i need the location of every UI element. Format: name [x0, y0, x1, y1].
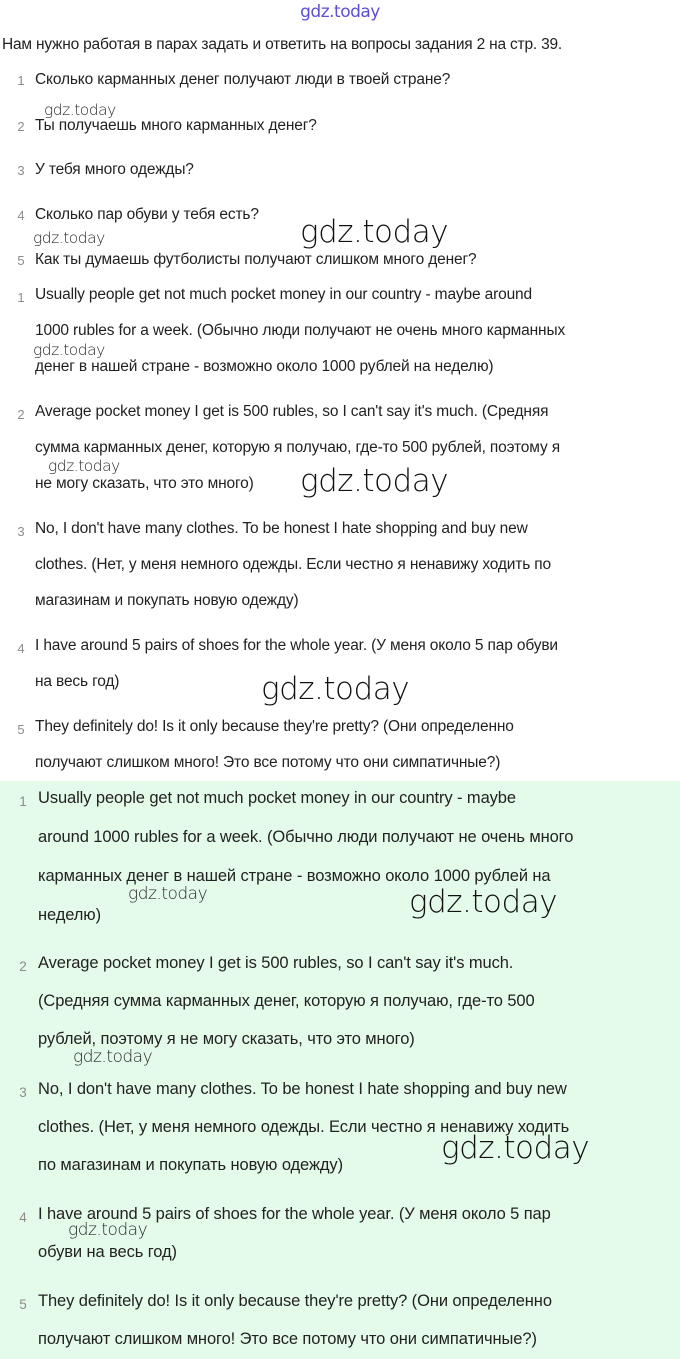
- answer-line: Average pocket money I get is 500 rubles, so I can't say it's much. (Средняя: [35, 403, 549, 420]
- answer-line: No, I don't have many clothes. To be honest I hate shopping and buy new: [35, 520, 528, 537]
- answer-line: 1000 rubles for a week. (Обычно люди получают не очень много карманных: [35, 322, 566, 339]
- item-number: 2: [17, 407, 25, 422]
- item-number: 2: [17, 119, 25, 134]
- item-number: 3: [17, 524, 25, 539]
- watermark-text: gdz.today: [441, 1130, 590, 1166]
- watermark-text: gdz.today: [68, 1220, 148, 1240]
- watermark-text: gdz.today: [73, 1047, 153, 1067]
- answer-line: (Средняя сумма карманных денег, которую я получаю, где-то 500: [38, 992, 535, 1010]
- watermark-text: gdz.today: [128, 884, 208, 904]
- item-text: Сколько пар обуви у тебя есть?: [35, 206, 259, 223]
- answer-line: They definitely do! Is it only because they're pretty? (Они определенно: [38, 1292, 552, 1310]
- item-number: 1: [19, 794, 27, 809]
- item-number: 4: [17, 641, 25, 656]
- answer-line: не могу сказать, что это много): [35, 475, 254, 492]
- answer-line: Usually people get not much pocket money in our country - maybe: [38, 789, 516, 807]
- item-number: 4: [19, 1210, 27, 1225]
- answer-line: I have around 5 pairs of shoes for the whole year. (У меня около 5 пар: [38, 1205, 551, 1223]
- watermark-text: gdz.today: [300, 463, 449, 499]
- answer-line: clothes. (Нет, у меня немного одежды. Если честно я ненавижу ходить по: [35, 556, 552, 573]
- answer-line: обуви на весь год): [38, 1243, 177, 1261]
- item-number: 5: [17, 722, 25, 737]
- watermark-text: gdz.today: [33, 229, 105, 247]
- answer-line: clothes. (Нет, у меня немного одежды. Если честно я ненавижу ходить: [38, 1118, 570, 1136]
- watermark-text: gdz.today: [409, 884, 558, 920]
- answer-line: на весь год): [35, 673, 120, 690]
- item-text: У тебя много одежды?: [35, 161, 194, 178]
- item-number: 1: [17, 290, 25, 305]
- answer-line: по магазинам и покупать новую одежду): [38, 1156, 343, 1174]
- answer-line: магазинам и покупать новую одежду): [35, 592, 299, 609]
- item-text: Как ты думаешь футболисты получают слишком много денег?: [35, 251, 477, 268]
- answer-line: неделю): [38, 906, 101, 924]
- item-text: Ты получаешь много карманных денег?: [35, 117, 317, 134]
- item-number: 1: [17, 73, 25, 88]
- watermark-text: gdz.today: [261, 671, 410, 707]
- site-header-link[interactable]: gdz.today: [300, 2, 380, 22]
- answer-line: сумма карманных денег, которую я получаю, где-то 500 рублей, поэтому я: [35, 439, 560, 456]
- answer-line: They definitely do! Is it only because they're pretty? (Они определенно: [35, 718, 514, 735]
- answer-line: No, I don't have many clothes. To be honest I hate shopping and buy new: [38, 1080, 567, 1098]
- item-text: Сколько карманных денег получают люди в твоей стране?: [35, 71, 451, 88]
- item-number: 5: [17, 253, 25, 268]
- answer-line: Average pocket money I get is 500 rubles, so I can't say it's much.: [38, 954, 514, 972]
- answer-line: получают слишком много! Это все потому что они симпатичные?): [35, 754, 501, 771]
- item-number: 3: [19, 1085, 27, 1100]
- answer-line: карманных денег в нашей стране - возможно около 1000 рублей на: [38, 867, 551, 885]
- watermark-text: gdz.today: [33, 341, 105, 359]
- answer-line: around 1000 rubles for a week. (Обычно люди получают не очень много: [38, 828, 574, 846]
- watermark-text: gdz.today: [48, 457, 120, 475]
- task-intro: Нам нужно работая в парах задать и ответить на вопросы задания 2 на стр. 39.: [2, 36, 563, 53]
- answer-line: денег в нашей стране - возможно около 1000 рублей на неделю): [35, 358, 494, 375]
- watermark-text: gdz.today: [300, 214, 449, 250]
- answer-line: рублей, поэтому я не могу сказать, что это много): [38, 1030, 415, 1048]
- item-number: 5: [19, 1297, 27, 1312]
- watermark-text: gdz.today: [44, 101, 116, 119]
- answer-line: I have around 5 pairs of shoes for the whole year. (У меня около 5 пар обуви: [35, 637, 558, 654]
- answer-line: получают слишком много! Это все потому что они симпатичные?): [38, 1330, 537, 1348]
- item-number: 4: [17, 208, 25, 223]
- item-number: 3: [17, 163, 25, 178]
- answer-line: Usually people get not much pocket money in our country - maybe around: [35, 286, 532, 303]
- item-number: 2: [19, 959, 27, 974]
